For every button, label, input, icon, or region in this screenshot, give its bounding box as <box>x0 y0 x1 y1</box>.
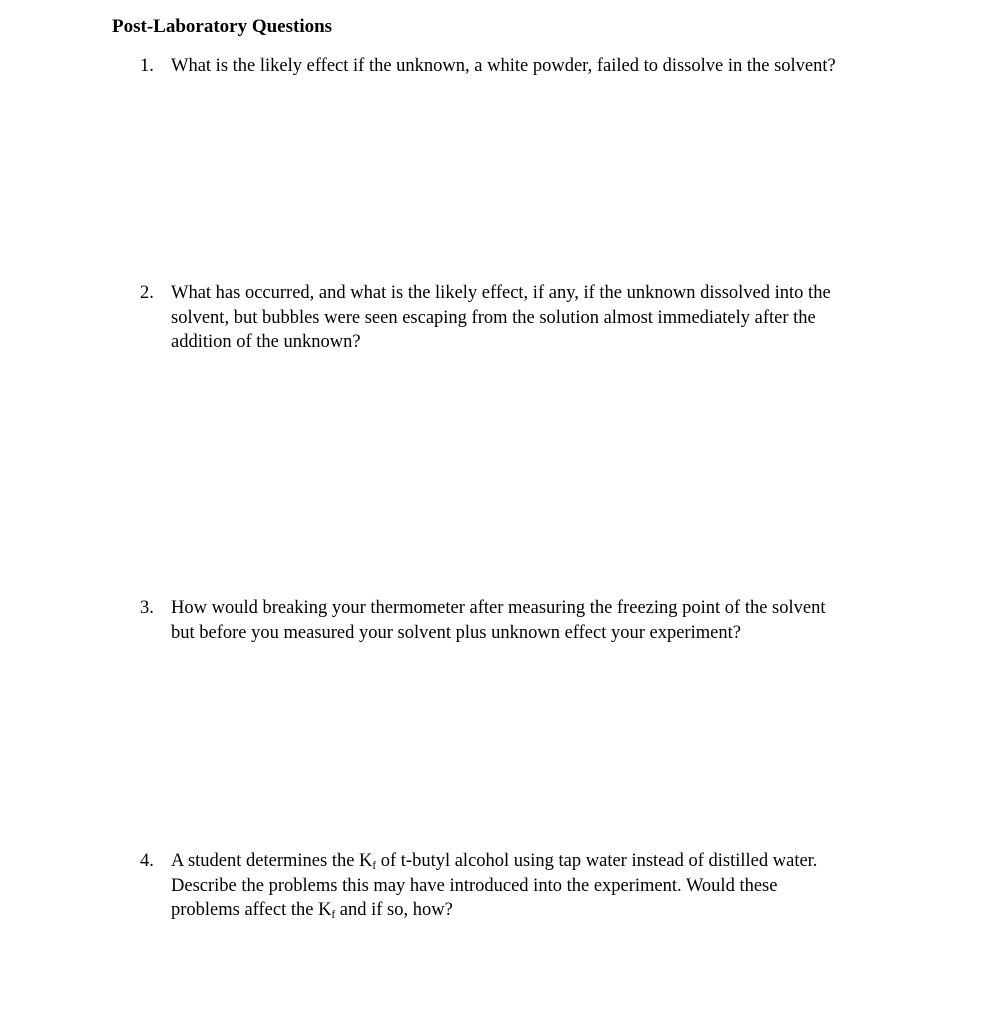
question-line <box>171 849 900 874</box>
question-number: 3. <box>140 598 154 618</box>
question-line: What is the likely effect if the unknown, a white powder, failed to dissolve in the solvent? <box>171 56 836 76</box>
question-1 <box>140 54 900 79</box>
question-line: solvent, but bubbles were seen escaping from the solution almost immediately after the <box>171 307 816 328</box>
question-text <box>171 54 900 79</box>
question-line: Describe the problems this may have introduced into the experiment. Would these <box>171 875 778 896</box>
question-number: 1. <box>140 56 154 76</box>
text-segment: and if so, how? <box>335 900 453 920</box>
question-number: 4. <box>140 851 154 871</box>
question-line: How would breaking your thermometer after measuring the freezing point of the solvent <box>171 598 826 618</box>
page-title: Post-Laboratory Questions <box>112 16 333 37</box>
question-text <box>171 281 900 355</box>
question-2 <box>140 281 900 355</box>
subscript: f <box>331 908 336 921</box>
question-3 <box>140 596 900 645</box>
question-line: addition of the unknown? <box>171 332 361 352</box>
subscript: f <box>372 859 377 872</box>
text-segment: of t-butyl alcohol using tap water instead of distilled water. <box>376 851 818 871</box>
question-line: What has occurred, and what is the likely effect, if any, if the unknown dissolved into the <box>171 283 831 303</box>
text-segment: problems affect the K <box>171 900 332 920</box>
text-segment: A student determines the K <box>171 851 373 871</box>
question-text <box>171 849 900 923</box>
question-number: 2. <box>140 283 154 303</box>
question-4 <box>140 849 900 923</box>
question-text <box>171 596 900 645</box>
question-line <box>171 898 900 923</box>
question-line: but before you measured your solvent plus unknown effect your experiment? <box>171 622 741 643</box>
